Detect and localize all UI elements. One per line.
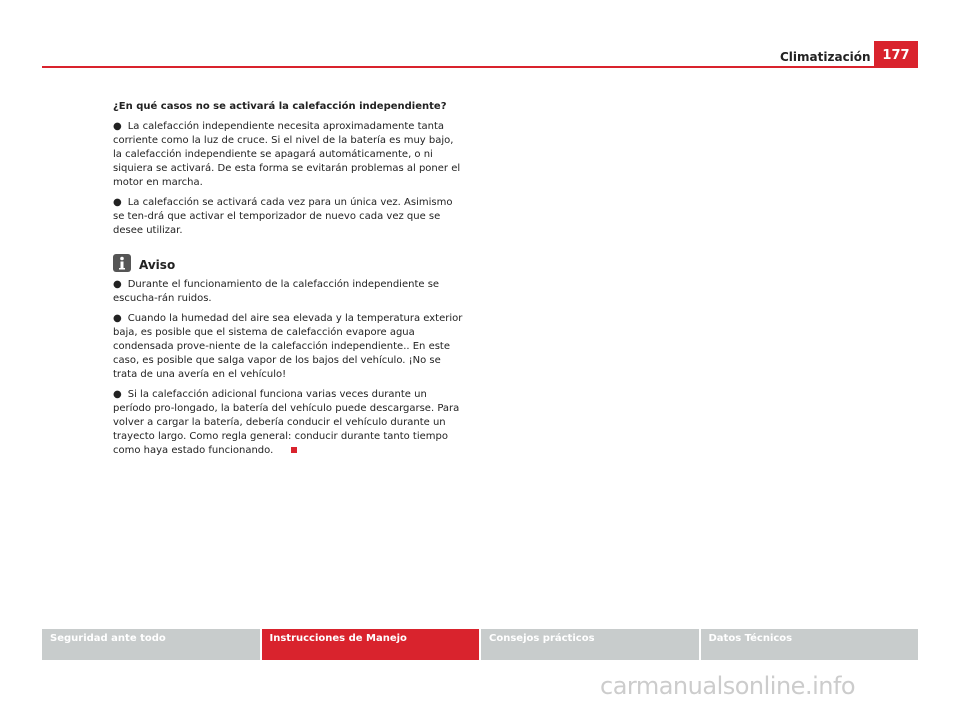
bullet-icon: ● — [113, 121, 122, 132]
bullet-icon: ● — [113, 197, 122, 208]
question-heading: ¿En qué casos no se activará la calefacción independiente? — [113, 101, 447, 112]
bullet-paragraph — [113, 120, 465, 190]
footer-tab-instrucciones[interactable]: Instrucciones de Manejo — [262, 629, 480, 660]
footer-nav — [42, 629, 918, 660]
watermark: carmanualsonline.info — [600, 672, 856, 700]
aviso-bullet-text: Durante el funcionamiento de la calefacción independiente se escucha-rán ruidos. — [113, 279, 440, 304]
aviso-bullet — [113, 312, 465, 382]
bullet-icon: ● — [113, 389, 122, 400]
footer-tab-seguridad[interactable]: Seguridad ante todo — [42, 629, 260, 660]
aviso-bullet — [113, 388, 465, 458]
aviso-header — [113, 254, 465, 272]
bullet-icon: ● — [113, 279, 122, 290]
aviso-title: Aviso — [139, 258, 176, 272]
footer-tab-datos[interactable]: Datos Técnicos — [701, 629, 919, 660]
bullet-icon: ● — [113, 313, 122, 324]
bullet-text: La calefacción se activará cada vez para un única vez. Asimismo se ten-drá que activar el temporizador de nuevo cada vez que se desee utilizar. — [113, 197, 453, 236]
footer-tab-consejos[interactable]: Consejos prácticos — [481, 629, 699, 660]
bullet-paragraph — [113, 196, 465, 238]
info-icon — [113, 254, 131, 272]
section-end-icon — [291, 447, 297, 453]
aviso-bullet-text: Cuando la humedad del aire sea elevada y la temperatura exterior baja, es posible que el sistema de calefacción evapore agua condensada prove-niente de la calefacción independiente.. En este caso, es posible que salga vapor de los bajos del vehículo. ¡No se trata de una avería en el vehículo! — [113, 313, 463, 380]
main-content — [113, 100, 465, 464]
aviso-bullet — [113, 278, 465, 306]
page-title: Climatización — [780, 50, 871, 64]
page-number: 177 — [874, 41, 918, 67]
bullet-text: La calefacción independiente necesita aproximadamente tanta corriente como la luz de cruce. Si el nivel de la batería es muy bajo, la calefacción independiente se apagará automáticamente, o ni siquiera se activará. De esta forma se evitarán problemas al poner el motor en marcha. — [113, 121, 461, 188]
header-rule — [42, 66, 918, 68]
aviso-bullet-text: Si la calefacción adicional funciona varias veces durante un período pro-longado, la batería del vehículo puede descargarse. Para volver a cargar la batería, debería conducir el vehículo durante un trayecto largo. Como regla general: conducir durante tanto tiempo como haya estado funcionando. — [113, 389, 460, 456]
